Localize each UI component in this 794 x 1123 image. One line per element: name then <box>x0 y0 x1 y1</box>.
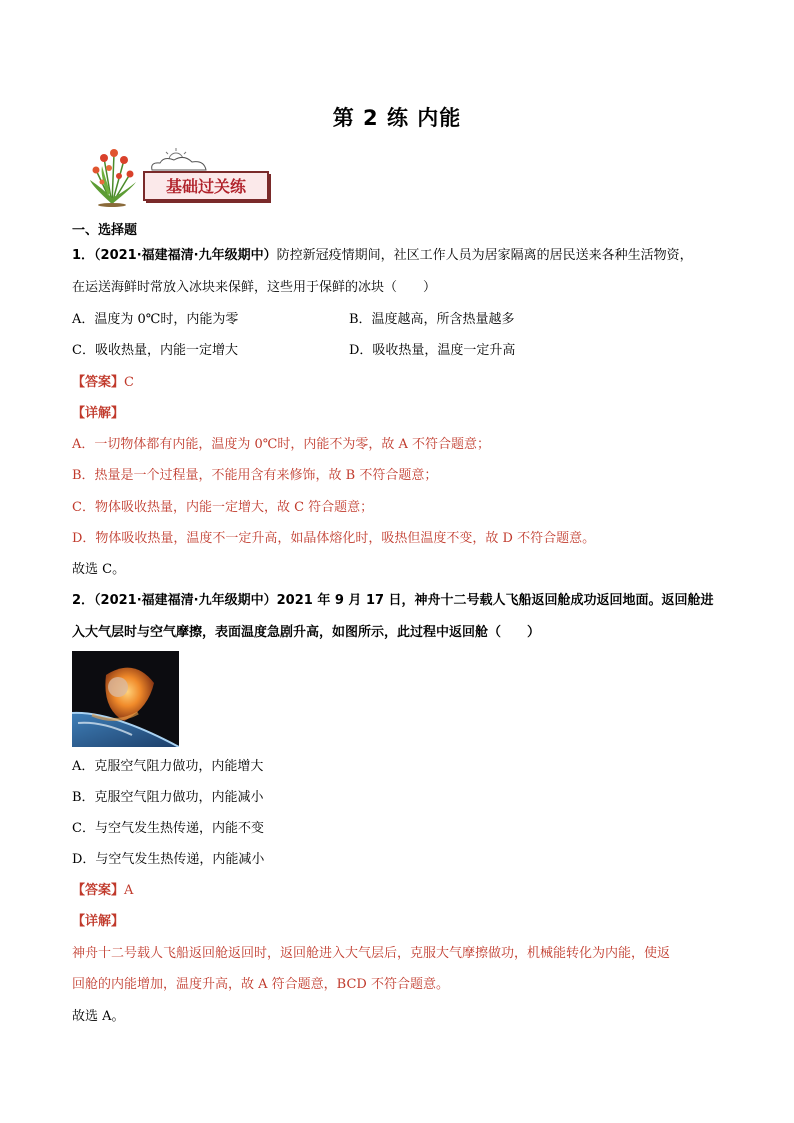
q2-detail-line1: 神舟十二号载人飞船返回舱返回时，返回舱进入大气层后，克服大气摩擦做功，机械能转化为内能，使返 <box>72 946 671 961</box>
q2-answer: 【答案】A <box>72 883 134 898</box>
q1-detail-tag: 【详解】 <box>72 406 125 421</box>
q1-option-b: B．温度越高，所含热量越多 <box>349 312 515 327</box>
section-heading: 一、选择题 <box>72 223 138 238</box>
q2-option-d: D．与空气发生热传递，内能减小 <box>72 852 265 867</box>
q2-option-a: A．克服空气阻力做功，内能增大 <box>72 759 264 774</box>
q2-option-b: B．克服空气阻力做功，内能减小 <box>72 790 264 805</box>
q1-detail-d: D．物体吸收热量，温度不一定升高，如晶体熔化时，吸热但温度不变，故 D 不符合题意。 <box>72 531 596 546</box>
q1-conclusion: 故选 C。 <box>72 562 126 577</box>
q2-stem-line2: 入大气层时与空气摩擦，表面温度急剧升高，如图所示，此过程中返回舱（ ） <box>72 625 541 640</box>
page-title: 第 2 练 内能 <box>332 106 462 130</box>
q1-detail-c: C．物体吸收热量，内能一定增大，故 C 符合题意； <box>72 500 374 515</box>
q1-stem-line2: 在运送海鲜时常放入冰块来保鲜，这些用于保鲜的冰块（ ） <box>72 280 437 295</box>
q1-option-a: A．温度为 0℃时，内能为零 <box>72 312 239 327</box>
q1-detail-a: A．一切物体都有内能，温度为 0℃时，内能不为零，故 A 不符合题意； <box>72 437 490 452</box>
q1-answer: 【答案】C <box>72 375 134 390</box>
reentry-capsule-image <box>72 651 179 747</box>
q2-stem-line1: 2．（2021·福建福清·九年级期中）2021 年 9 月 17 日，神舟十二号载人飞船返回舱成功返回地面。返回舱进 <box>72 593 714 608</box>
cloud-icon <box>152 157 206 170</box>
q2-conclusion: 故选 A。 <box>72 1009 125 1024</box>
q1-option-d: D．吸收热量，温度一定升高 <box>349 343 516 358</box>
q1-stem-line1: 1．（2021·福建福清·九年级期中）防控新冠疫情期间，社区工作人员为居家隔离的居民送来各种生活物资， <box>72 248 693 263</box>
section-banner <box>82 136 272 208</box>
flower-icon <box>90 149 136 207</box>
q1-detail-b: B．热量是一个过程量，不能用含有来修饰，故 B 不符合题意； <box>72 468 438 483</box>
q1-option-c: C．吸收热量，内能一定增大 <box>72 343 238 358</box>
q2-detail-tag: 【详解】 <box>72 914 125 929</box>
banner-label: 基础过关练 <box>165 177 247 196</box>
q2-option-c: C．与空气发生热传递，内能不变 <box>72 821 264 836</box>
q2-detail-line2: 回舱的内能增加，温度升高，故 A 符合题意，BCD 不符合题意。 <box>72 977 449 992</box>
